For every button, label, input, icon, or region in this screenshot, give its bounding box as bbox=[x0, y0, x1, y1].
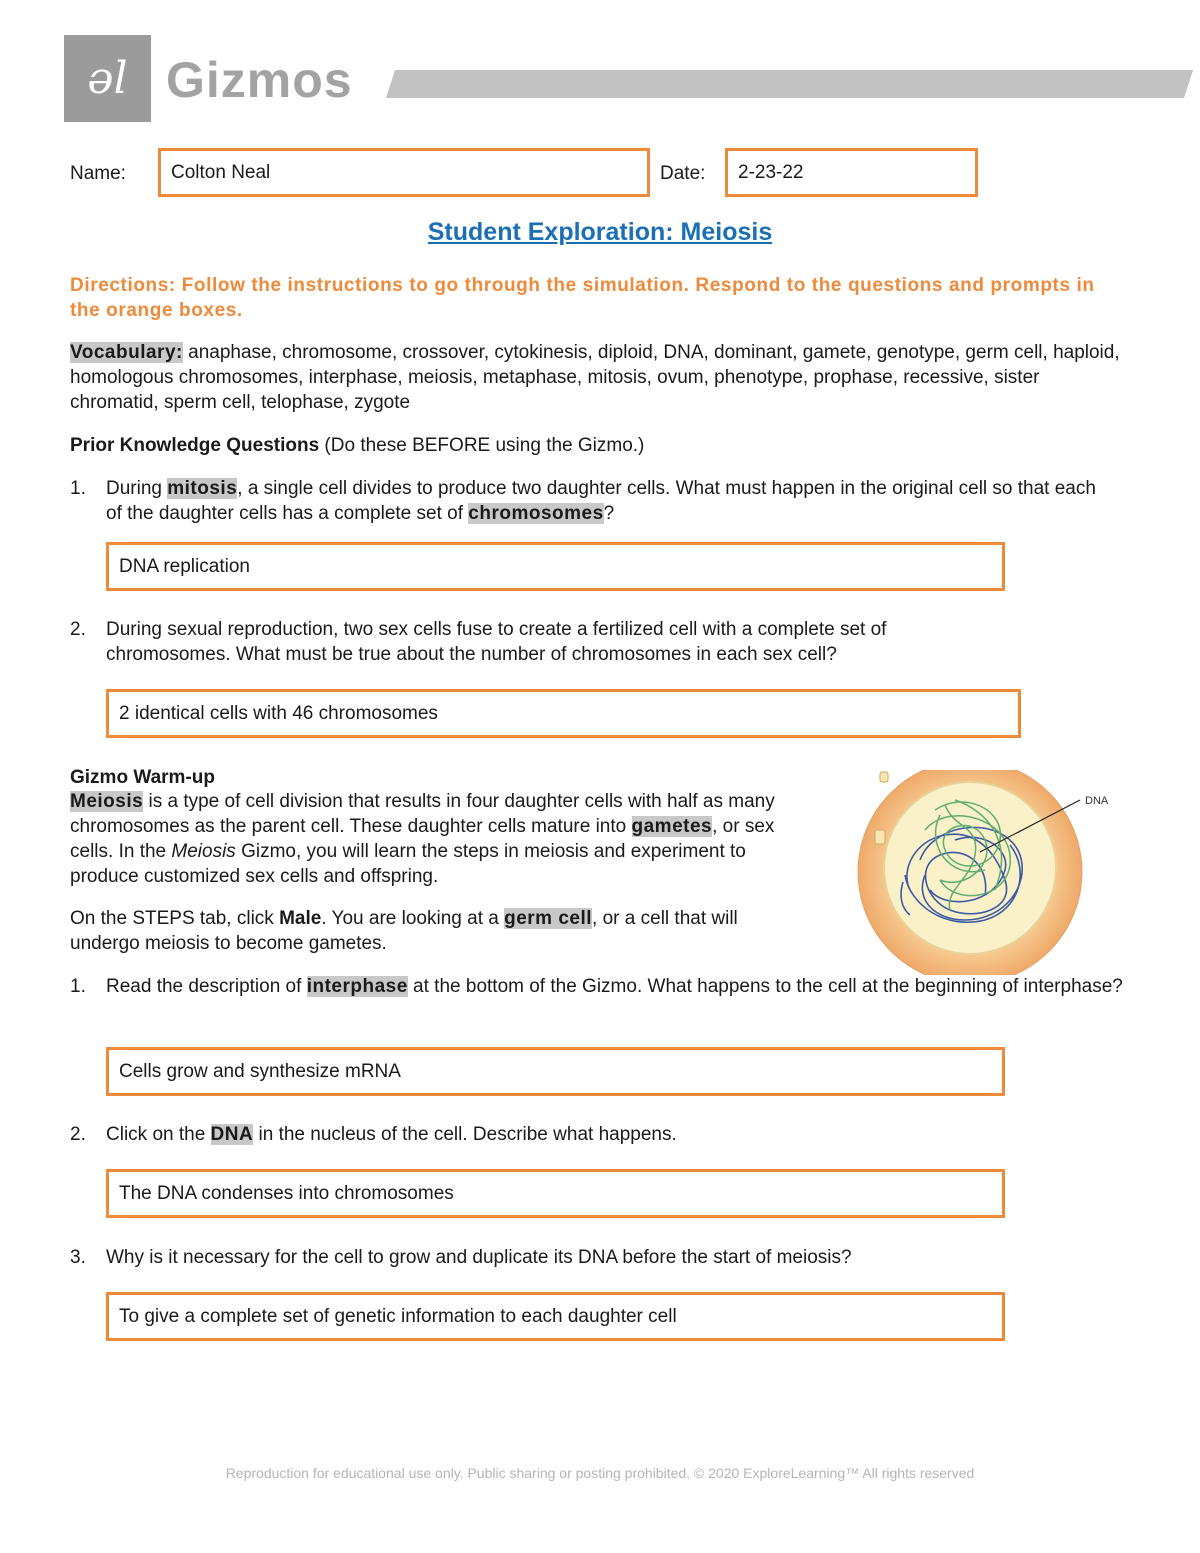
warmup-question-1 bbox=[106, 974, 1126, 999]
cell-illustration bbox=[855, 770, 1125, 975]
answer-text: DNA replication bbox=[119, 555, 250, 577]
warmup-question-2 bbox=[106, 1122, 1126, 1147]
p-text: On the STEPS tab, click bbox=[70, 908, 280, 929]
warmup-question-3: Why is it necessary for the cell to grow and duplicate its DNA before the start of meiosis? bbox=[106, 1247, 852, 1268]
prior-heading-text: Prior Knowledge Questions bbox=[70, 435, 320, 456]
vocabulary bbox=[70, 340, 1130, 415]
footer-copyright: Reproduction for educational use only. Public sharing or posting prohibited. © 2020 ExploreLearning™ All rights reserved bbox=[225, 1465, 975, 1481]
brand-name: Gizmos bbox=[166, 52, 353, 108]
answer-text: 2 identical cells with 46 chromosomes bbox=[119, 702, 438, 724]
dna-label: DNA bbox=[1085, 795, 1109, 807]
q-text: in the nucleus of the cell. Describe what happens. bbox=[253, 1124, 677, 1145]
question-number: 1. bbox=[70, 976, 86, 997]
term-chromosomes: chromosomes bbox=[468, 503, 604, 524]
vocabulary-label: Vocabulary: bbox=[70, 342, 183, 363]
term-meiosis: Meiosis bbox=[70, 791, 144, 812]
term-germ-cell: germ cell bbox=[504, 908, 593, 929]
directions: Directions: Follow the instructions to go through the simulation. Respond to the questions and prompts in the orange boxes. bbox=[70, 275, 1095, 321]
q-text: at the bottom of the Gizmo. What happens to the cell at the beginning of interphase? bbox=[407, 976, 1123, 997]
name-field[interactable] bbox=[158, 148, 650, 197]
warmup-paragraph-2 bbox=[70, 906, 760, 956]
term-interphase: interphase bbox=[306, 976, 408, 997]
p-text: Gizmo, you will learn the steps in meiosis and experiment to produce customized sex cells and offspring. bbox=[70, 841, 746, 887]
q-text: Read the description of bbox=[106, 976, 307, 997]
explorelearning-logo-icon: əl bbox=[87, 53, 128, 104]
answer-text: The DNA condenses into chromosomes bbox=[119, 1182, 454, 1204]
q-text: ? bbox=[603, 503, 615, 524]
q-text: Click on the bbox=[106, 1124, 211, 1145]
answer-box-warmup-2[interactable] bbox=[106, 1169, 1005, 1218]
question-number: 3. bbox=[70, 1247, 86, 1268]
date-label: Date: bbox=[660, 163, 706, 184]
term-dna: DNA bbox=[210, 1124, 254, 1145]
warmup-paragraph-1 bbox=[70, 789, 800, 889]
prior-subheading: (Do these BEFORE using the Gizmo.) bbox=[319, 435, 645, 456]
male-button-ref: Male bbox=[279, 908, 322, 929]
q-text: During bbox=[106, 478, 168, 499]
prior-question-2: During sexual reproduction, two sex cells fuse to create a fertilized cell with a complete set of chromosomes. What must be true about the number of chromosomes in each sex cell? bbox=[106, 619, 887, 665]
term-gametes: gametes bbox=[631, 816, 713, 837]
date-field[interactable] bbox=[725, 148, 978, 197]
answer-box-warmup-3[interactable] bbox=[106, 1292, 1005, 1341]
gizmo-name: Meiosis bbox=[171, 841, 236, 862]
prior-question-1 bbox=[106, 476, 1116, 526]
p-text: is a type of cell division that results in four daughter cells with half as many chromosomes as the parent cell. These daughter cells mature into bbox=[70, 791, 775, 837]
header-bar bbox=[386, 70, 1193, 98]
answer-box-prior-2[interactable] bbox=[106, 689, 1021, 738]
warmup-heading: Gizmo Warm-up bbox=[70, 767, 215, 788]
name-value: Colton Neal bbox=[171, 161, 271, 183]
term-mitosis: mitosis bbox=[167, 478, 238, 499]
p-text: , or sex cells. In the bbox=[70, 816, 775, 862]
answer-text: Cells grow and synthesize mRNA bbox=[119, 1060, 401, 1082]
vocabulary-terms: anaphase, chromosome, crossover, cytokinesis, diploid, DNA, dominant, gamete, genotype, germ cell, haploid, homologous chromosomes, interphase, meiosis, metaphase, mitosis, ovum, phenotype, prophase, recessive, sister chromatid, sperm cell, telophase, zygote bbox=[70, 342, 1120, 413]
date-value: 2-23-22 bbox=[738, 161, 804, 183]
answer-box-prior-1[interactable] bbox=[106, 542, 1005, 591]
p-text: , or a cell that will undergo meiosis to become gametes. bbox=[70, 908, 738, 954]
question-number: 1. bbox=[70, 478, 86, 499]
prior-knowledge-heading bbox=[70, 433, 1130, 458]
question-number: 2. bbox=[70, 1124, 86, 1145]
question-number: 2. bbox=[70, 619, 86, 640]
page-title: Student Exploration: Meiosis bbox=[427, 218, 773, 246]
p-text: . You are looking at a bbox=[321, 908, 505, 929]
q-text: , a single cell divides to produce two daughter cells. What must happen in the original cell so that each of the daughter cells has a complete set of bbox=[106, 478, 1096, 524]
answer-text: To give a complete set of genetic information to each daughter cell bbox=[119, 1305, 677, 1327]
answer-box-warmup-1[interactable] bbox=[106, 1047, 1005, 1096]
name-label: Name: bbox=[70, 163, 126, 184]
